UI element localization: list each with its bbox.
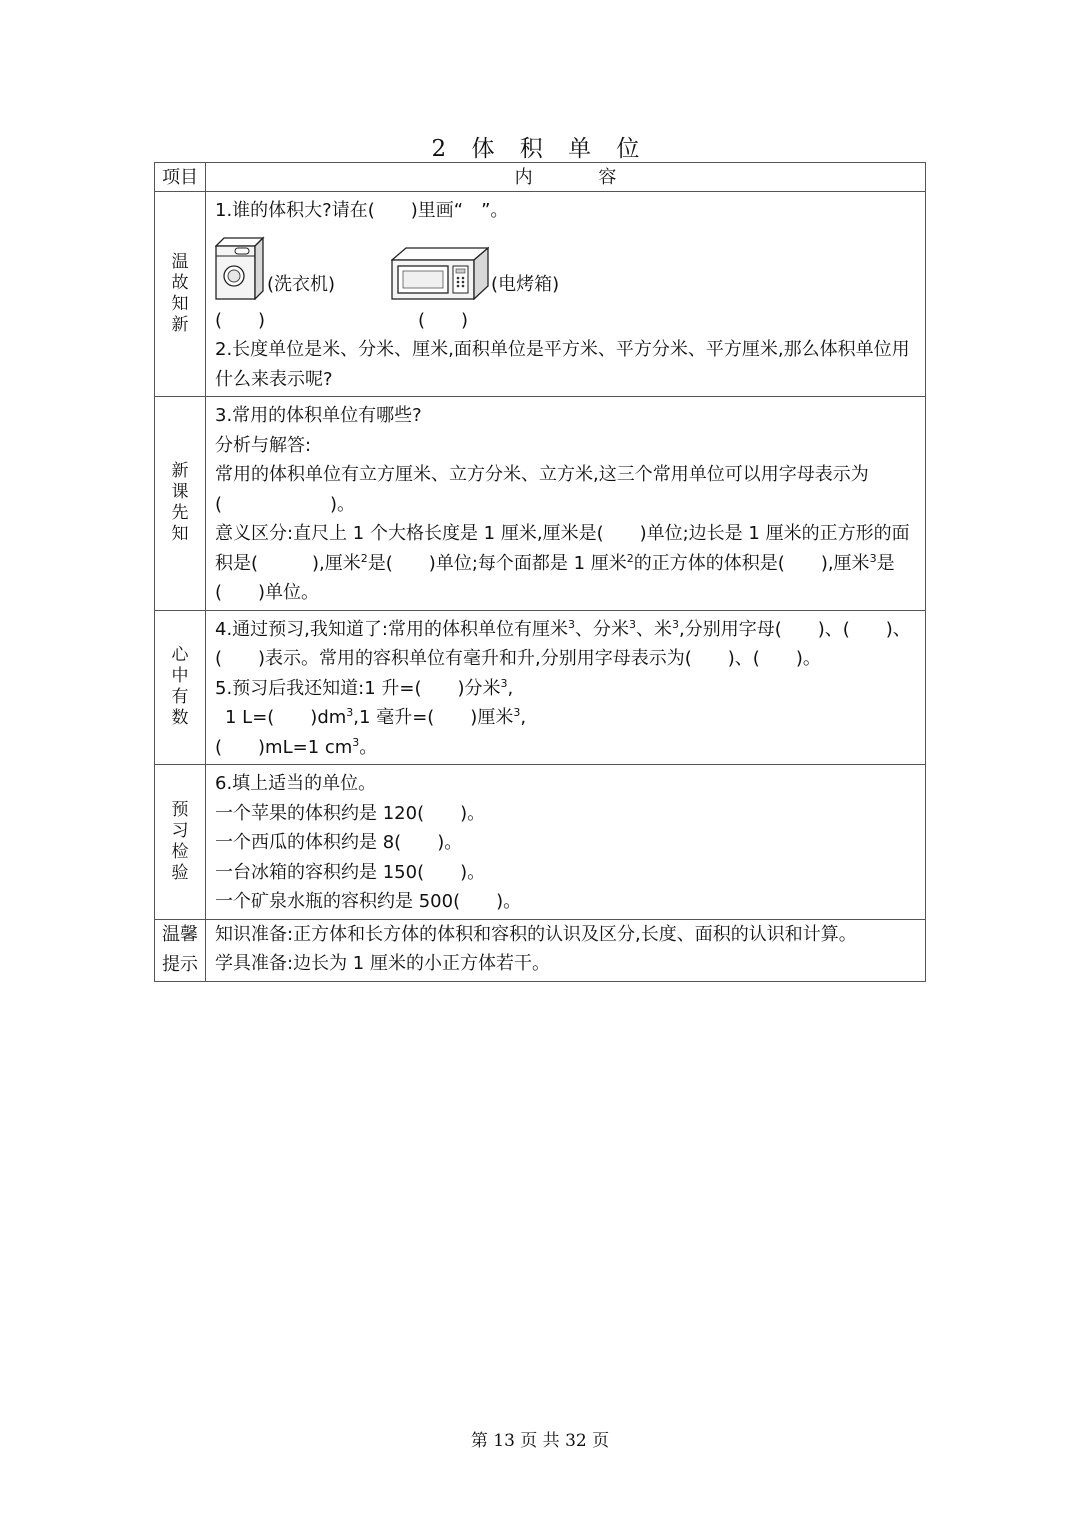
superscript-3: 3 [567, 617, 575, 631]
section-content-review [206, 192, 926, 397]
label-char: 预 [171, 799, 189, 820]
q5-part-g: 。 [359, 736, 378, 758]
label-char: 数 [171, 708, 189, 729]
section-mind [155, 610, 926, 765]
section-tips [155, 919, 926, 981]
p2-part-a: 意义区分:直尺上 1 个大格长度是 1 厘米,厘米是( )单位;边长是 1 厘米的正方形的面积是( ),厘米 [215, 523, 910, 574]
label-char: 故 [171, 273, 189, 293]
tips-line-2: 学具准备:边长为 1 厘米的小正方体若干。 [215, 953, 550, 974]
q5-part-f: ( )mL=1 cm [215, 736, 353, 758]
label-char: 有 [171, 687, 189, 708]
q5-part-c: 1 L=( )dm [225, 707, 347, 728]
superscript-3: 3 [628, 617, 636, 631]
question-1: 1.谁的体积大?请在( )里画“ ”。 [215, 200, 509, 221]
section-content-check [206, 765, 926, 920]
page-title: 2 体 积 单 位 [431, 136, 649, 162]
superscript-3: 3 [671, 617, 679, 631]
p2-part-d: 是( )单位。 [215, 552, 895, 603]
p2-part-c: 的正方体的体积是( ),厘米 [633, 552, 870, 574]
superscript-3: 3 [500, 676, 508, 690]
superscript-3: 3 [869, 551, 877, 565]
question-6: 6.填上适当的单位。 [215, 773, 377, 794]
superscript-3: 3 [352, 735, 360, 749]
label-char: 温 [171, 252, 189, 272]
list-item: 一个矿泉水瓶的容积约是 500( )。 [215, 891, 522, 912]
q5-part-d: ,1 毫升=( )厘米 [353, 707, 514, 728]
tips-label-line-2: 提示 [162, 954, 198, 975]
superscript-3: 3 [346, 706, 354, 719]
superscript-2: 2 [360, 551, 368, 565]
superscript-2: 2 [626, 551, 634, 565]
page-footer: 第 13 页 共 32 页 [470, 1431, 610, 1451]
section-review [155, 192, 926, 397]
section-new-lesson [155, 397, 926, 611]
analysis-paragraph-2 [215, 519, 917, 608]
table-header-row [155, 163, 926, 192]
worksheet-table [154, 162, 926, 982]
header-content: 内 容 [206, 163, 926, 192]
label-char: 心 [171, 645, 189, 666]
section-check [155, 765, 926, 920]
label-char: 验 [171, 862, 189, 883]
section-content-tips [206, 919, 926, 981]
appliance-pictures [215, 228, 917, 300]
label-char: 新 [171, 461, 189, 482]
label-char: 知 [171, 524, 189, 545]
answer-blank-oven: ( ) [418, 309, 469, 331]
washer-figure [215, 236, 335, 300]
question-3: 3.常用的体积单位有哪些? [215, 405, 422, 426]
q4-part-b: 、分米 [574, 618, 629, 640]
question-5-line-1 [215, 674, 917, 704]
list-item: 一台冰箱的容积约是 150( )。 [215, 861, 486, 883]
list-item: 一个西瓜的体积约是 8( )。 [215, 832, 463, 853]
q5-part-e: , [520, 707, 527, 728]
section-content-mind [206, 610, 926, 765]
tips-label-line-1: 温馨 [162, 924, 198, 945]
analysis-heading: 分析与解答: [215, 434, 312, 456]
section-content-new-lesson [206, 397, 926, 611]
label-char: 课 [171, 482, 189, 503]
label-char: 习 [171, 820, 189, 841]
label-char: 新 [171, 315, 189, 335]
p2-part-b: 是( )单位;每个面都是 1 厘米 [367, 552, 627, 574]
question-2: 2.长度单位是米、分米、厘米,面积单位是平方米、平方分米、平方厘米,那么体积单位用什么来表示呢? [215, 339, 910, 390]
microwave-oven-icon [391, 246, 489, 300]
list-item: 一个苹果的体积约是 120( )。 [215, 802, 486, 824]
question-5-line-3 [215, 733, 917, 763]
section-label-new-lesson [155, 397, 206, 611]
answer-blank-washer: ( ) [215, 309, 266, 331]
washing-machine-icon [215, 236, 265, 300]
q5-part-b: , [507, 677, 514, 699]
label-char: 先 [171, 503, 189, 524]
label-char: 中 [171, 666, 189, 687]
oven-figure [391, 246, 559, 300]
q5-part-a: 5.预习后我还知道:1 升=( )分米 [215, 677, 501, 699]
answer-parens-row [215, 306, 917, 336]
section-label-check [155, 765, 206, 920]
section-label-tips [155, 919, 206, 981]
label-char: 检 [171, 841, 189, 862]
q4-part-c: 、米 [635, 618, 672, 640]
question-5-line-2 [215, 703, 917, 733]
q4-part-d: ,分别用字母( )、( )、( )表示。常用的容积单位有毫升和升,分别用字母表示为( )、( )。 [215, 618, 911, 669]
superscript-3: 3 [513, 706, 521, 719]
washer-label: (洗衣机) [267, 273, 336, 295]
section-label-review [155, 192, 206, 397]
label-char: 知 [171, 294, 189, 314]
oven-label: (电烤箱) [491, 273, 560, 295]
tips-line-1: 知识准备:正方体和长方体的体积和容积的认识及区分,长度、面积的认识和计算。 [215, 923, 857, 945]
question-4 [215, 615, 917, 674]
analysis-paragraph-1: 常用的体积单位有立方厘米、立方分米、立方米,这三个常用单位可以用字母表示为( )。 [215, 464, 869, 515]
header-item: 项目 [155, 163, 206, 192]
q4-part-a: 4.通过预习,我知道了:常用的体积单位有厘米 [215, 618, 568, 640]
section-label-mind [155, 610, 206, 765]
